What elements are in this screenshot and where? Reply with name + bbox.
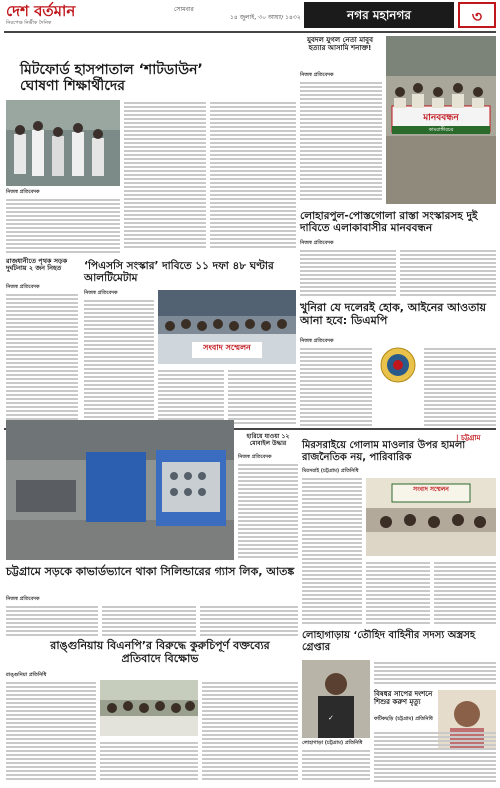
mitford-photo xyxy=(6,100,120,186)
jubo-byline: নিজস্ব প্রতিবেদক xyxy=(300,72,334,78)
rajdhani-headline: রাজধানীতে পৃথক সড়ক দুর্ঘটনায় ২ জন নিহত xyxy=(6,257,68,273)
lohar-body-right xyxy=(400,248,496,296)
bishdhar-body xyxy=(374,730,496,782)
covered-van-body-2 xyxy=(102,604,196,636)
rangunia-body-1 xyxy=(6,680,96,780)
pscs-byline: নিজস্ব প্রতিবেদক xyxy=(84,290,118,296)
lohar-banner xyxy=(392,110,490,136)
lohagara-body-2 xyxy=(374,660,496,684)
pscs-banner-text: সংবাদ সম্মেলন xyxy=(203,343,251,352)
rangunia-headline: রাঙ্গুনিয়ায় বিএনপি’র বিরুদ্ধে কুরুচিপূর্ণ বক্তব্যের প্রতিবাদে বিক্ষোভ xyxy=(50,639,270,665)
jubo-body xyxy=(300,80,382,204)
rangunia-body-2 xyxy=(100,740,198,780)
khuni-body-left xyxy=(300,346,372,426)
masthead-divider xyxy=(4,31,496,33)
covered-van-photo xyxy=(6,420,234,560)
khuni-body-right xyxy=(424,346,496,426)
newspaper-logo xyxy=(6,2,116,30)
mirsarai-headline: মিরসরাইয়ে গোলাম মাওলার উপর হামলা রাজনৈতিক নয়, পারিবারিক xyxy=(302,440,466,463)
lohagara-headline: লোহাগাড়ায় ‘তৌহিদ বাহিনীর সদস্য অস্ত্রসহ গ্রেপ্তার xyxy=(302,630,476,653)
mirsarai-body-2 xyxy=(366,560,430,626)
mirsarai-banner-text: সংবাদ সম্মেলন xyxy=(413,486,449,493)
bishdhar-byline: ফটিকছড়ি (চট্টগ্রাম) প্রতিনিধি xyxy=(374,716,433,722)
rajdhani-body xyxy=(6,292,78,424)
phone-body xyxy=(238,462,298,560)
mirsarai-body-3 xyxy=(434,560,496,626)
covered-van-byline: নিজস্ব প্রতিবেদক xyxy=(6,596,40,602)
rangunia-byline: রাঙ্গুনিয়া প্রতিনিধি xyxy=(6,672,47,678)
dmp-logo xyxy=(378,346,418,384)
issue-date: ১৪ জুলাই, ৩০ আষাঢ় ১৪৩২ xyxy=(230,14,301,21)
lohagara-body-1 xyxy=(302,748,370,782)
svg-text:✓: ✓ xyxy=(328,714,334,722)
lohagara-byline: লোহাগাড়া (চট্টগ্রাম) প্রতিনিধি xyxy=(302,740,363,746)
page-number: ৩ xyxy=(458,2,496,28)
mirsarai-byline: মিরসরাই (চট্টগ্রাম) প্রতিনিধি xyxy=(302,468,359,474)
khuni-byline: নিজস্ব প্রতিবেদক xyxy=(300,338,334,344)
section-title: নগর মহানগর xyxy=(304,2,454,28)
phone-headline: হারিয়ে যাওয়া ১২ মোবাইল উদ্ধার xyxy=(246,433,290,447)
covered-van-headline: চট্টগ্রামে সড়কে কাভার্ডভ্যানে থাকা সিলিন্ডারের গ্যাস লিক, আতঙ্ক xyxy=(6,565,295,578)
covered-van-body-1 xyxy=(6,604,98,636)
rangunia-body-3 xyxy=(202,680,298,780)
issue-day: সোমবার xyxy=(174,6,194,13)
covered-van-body-3 xyxy=(200,604,298,636)
mitford-body-right xyxy=(210,100,296,252)
pscs-body-3 xyxy=(228,368,296,424)
khuni-headline: খুনিরা যে দলেরই হোক, আইনের আওতায় আনা হবে: ডিএমপি xyxy=(300,301,487,327)
lohagara-photo xyxy=(302,660,370,738)
pscs-body xyxy=(84,298,154,424)
jubo-headline: যুবদল যুগল নেতা মাবুব হত্যার আসামি শনাক্ত! xyxy=(307,36,373,53)
lohar-body-left xyxy=(300,248,396,296)
pscs-body-2 xyxy=(158,368,224,424)
rangunia-photo xyxy=(100,680,198,736)
mitford-body-mid xyxy=(124,100,206,252)
bishdhar-headline: বিষধর সাপের দংশনে শিশুর করুণ মৃত্যু xyxy=(374,690,433,707)
logo-tagline: নিরপেক্ষ নির্ভীক দৈনিক xyxy=(6,20,52,26)
lohar-banner-text: মানববন্ধন xyxy=(423,113,459,123)
mitford-headline: মিটফোর্ড হাসপাতাল ‘শাটডাউন’ ঘোষণা শিক্ষার্থীদের xyxy=(20,62,203,95)
mitford-byline: নিজস্ব প্রতিবেদক xyxy=(6,189,40,195)
lohar-headline: লোহারপুল-পোস্তগোলা রাস্তা সংস্কারসহ দুই দাবিতে এলাকাবাসীর মানববন্ধন xyxy=(300,210,478,235)
pscs-headline: ‘পিএসসি সংস্কার’ দাবিতে ১১ দফা ৪৮ ঘণ্টার আলটিমেটাম xyxy=(84,260,274,285)
logo-text: দেশ বর্তমান xyxy=(6,2,76,20)
rajdhani-byline: নিজস্ব প্রতিবেদক xyxy=(6,284,40,290)
chattogram-tag: | চট্টগ্রাম xyxy=(456,434,481,442)
lohar-banner-sub: কামরাঙ্গীরচর xyxy=(392,126,490,134)
mitford-body-left xyxy=(6,197,120,253)
mirsarai-body xyxy=(302,476,362,626)
lohar-byline: নিজস্ব প্রতিবেদক xyxy=(300,240,334,246)
phone-byline: নিজস্ব প্রতিবেদক xyxy=(238,454,272,460)
